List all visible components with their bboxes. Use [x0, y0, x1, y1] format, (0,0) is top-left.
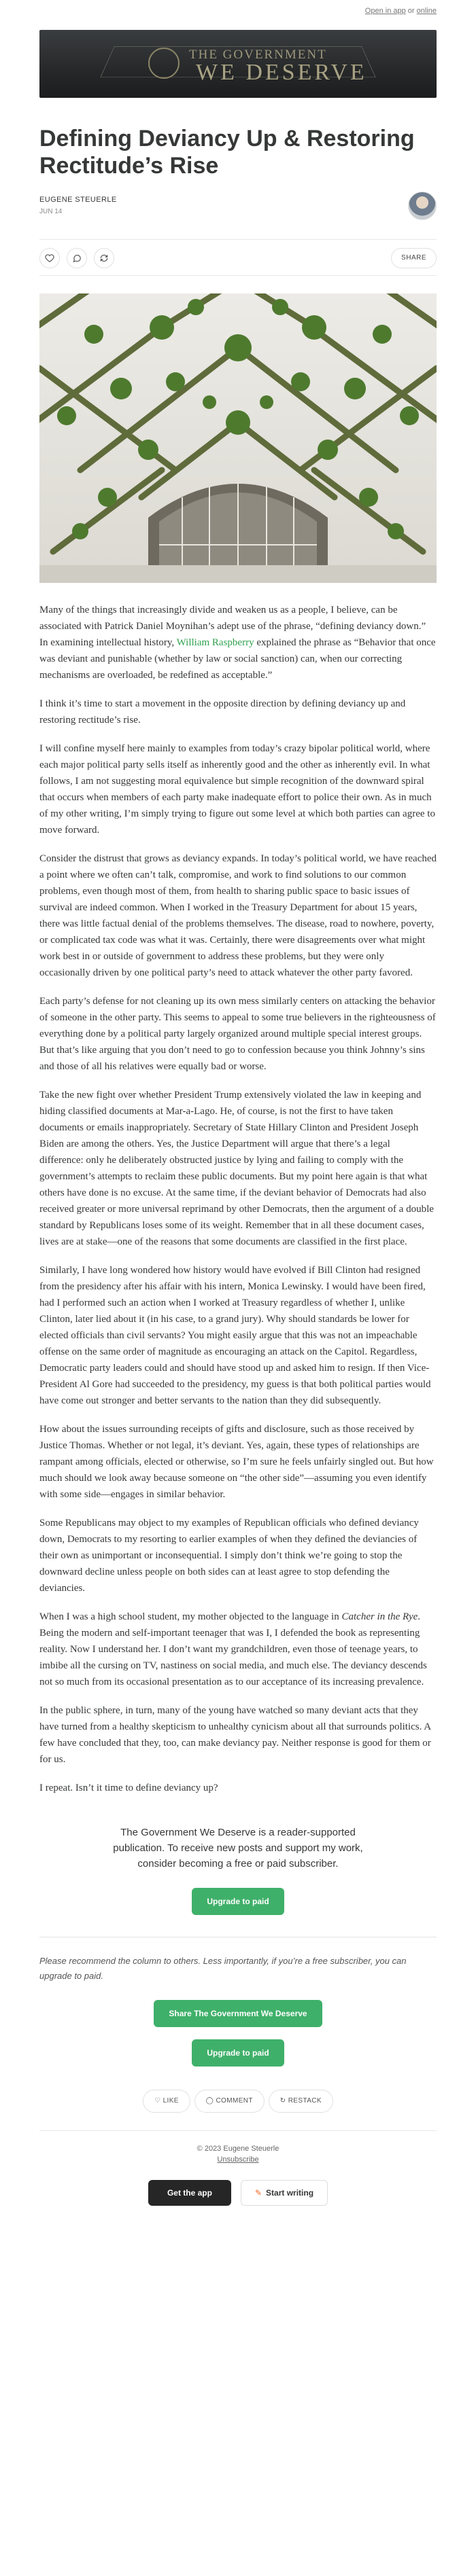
avatar[interactable] — [408, 192, 437, 220]
restack-icon: ↻ — [279, 2097, 286, 2105]
paragraph: Take the new fight over whether President Trump extensively violated the law in keeping and hiding classified documents at Mar-a-Lago. He, of course, is not the first to have taken documents or emails inappropriately. Secretary of State Hillary Clinton and President Joseph Biden are among the others. Yes, the Justice Department will argue that there’s a legal difference: only he deliberately obstructed justice by lying and failing to comply with the government’s attempts to reclaim these public documents. But my point here again is that what others have done is no excuse. At the same time, if the deviant behavior of Democrats had also received greater or more universal reprimand by other Democrats, then the argument of a double standard by Republicans loses some of its weight. Remember that in all these document cases, lives are at stake—one of the reasons that some documents are classified in the first place. — [39, 1090, 434, 1247]
paragraph: Consider the distrust that grows as deviancy expands. In today’s political world, we have reached a point where we often can’t talk, compromise, and work to find solutions to our common problems, even though most of them, from health to sharing public space to basic issues of survival are indeed common. When I worked in the Treasury Department for about 15 years, there was little factual denial of the problems themselves. The disease, road to nowhere, poverty, or complicated tax code was what it was. Certainly, there were disagreements over what might work best in or outside of government to address these problems, but they were only occasionally driven by one political party’s need to attack whatever the other party favored. — [39, 853, 437, 978]
paragraph: Many of the things that increasingly divide and weaken us as a people, I believe, can be associated with Patrick Daniel Moynihan’s adept use of the phrase, “defining deviancy down.” In examining intellectual history, William Raspberry explained the phrase as “Behavior that once was deviant and punishable (whether by law or social sanction) can, when our correcting mechanisms are overloaded, be redefined as acceptable.” — [39, 605, 436, 681]
espalier-wall-image — [39, 293, 437, 583]
seal-icon — [148, 48, 180, 79]
paragraph: How about the issues surrounding receipts of gifts and disclosure, such as those received by Justice Thomas. Whether or not legal, it’s deviant. Yes, again, these types of relationships are rampant among officials, elected or otherwise, so I’m sure he feels unfairly singled out. But how much should we look away because someone on “the other side”—assuming you even identify with some side—engages in similar behavior. — [39, 1424, 434, 1500]
paragraph: Some Republicans may object to my examples of Republican officials who defined deviancy down, Democrats to my resorting to earlier examples of when they defined the deviancies of their own as unimportant or inconsequential. I simply don’t think we’re going to stop the downward decline unless people on both sides can at least agree to stop defending the deviancies. — [39, 1518, 419, 1594]
bottom-actions — [143, 2090, 333, 2113]
unsubscribe-link[interactable]: Unsubscribe — [217, 2155, 259, 2164]
recommend-text: Please recommend the column to others. Less importantly, if you’re a free subscriber, you can upgrade to paid. — [39, 1956, 407, 1981]
comment-icon — [72, 253, 82, 263]
paragraph: I repeat. Isn’t it time to define deviancy up? — [39, 1783, 218, 1793]
subscribe-box — [39, 1825, 437, 1915]
paragraph: Each party’s defense for not cleaning up its own mess similarly centers on attacking the behavior of someone in the other party. This seems to appeal to some true believers in the righteousness of everything done by a political party largely organized around multiple special interest groups. But that’s like arguing that you don’t need to go to confession because you think Johnny’s sins and those of all his relatives were equally bad or worse. — [39, 996, 436, 1072]
heart-icon — [45, 253, 54, 263]
paragraph: In the public sphere, in turn, many of the young have watched so many deviant acts that they have turned from a healthy skepticism to unhealthy cynicism about all that surrounds politics. A few have concluded that they, too, can make deviancy pay. Neither response is good for them or for us. — [39, 1705, 431, 1765]
paragraph: Similarly, I have long wondered how history would have evolved if Bill Clinton had resigned from the presidency after his affair with his intern, Monica Lewinsky. I would have been fired, had I performed such an action when I worked at Treasury regardless of whether I, unlike Clinton, later lied about it (in his case, to a grand jury). Why should standards be lower for elected officials than civil servants? You might easily argue that this was not an impeachable offense on the same order of magnitude as encouraging an attack on the Capitol. Regardless, Democratic party leaders could and should have stood up and asked him to resign. If then Vice-President Al Gore had succeeded to the presidency, my guess is that both political parties would have come out stronger and better servants to the nation than they did subsequently. — [39, 1265, 431, 1406]
banner-line1: THE GOVERNMENT — [189, 48, 327, 62]
comment-icon: ◯ — [205, 2097, 214, 2105]
subscribe-text: The Government We Deserve is a reader-supported publication. To receive new posts and support my work, consider becoming a free or paid subscriber. — [113, 1827, 363, 1870]
topbar — [0, 0, 476, 20]
post-actions-bar — [39, 239, 437, 276]
paragraph: When I was a high school student, my mother objected to the language in Catcher in the Rye. Being the modern and self-important teenager that was I, I defended the book as representing reality. Now I understand her. I don’t want my grandchildren, even those of teenage years, to imbibe all the cursing on TV, nastiness on social media, and much else. The deviancy descends not so much from its occasional presentation as to our acceptance of its increasing prevalence. — [39, 1611, 427, 1687]
share-button[interactable]: SHARE — [391, 248, 437, 268]
share-publication-button[interactable]: Share The Government We Deserve — [154, 2000, 322, 2027]
like-button[interactable] — [39, 248, 60, 268]
article-body — [39, 602, 437, 1796]
footer — [39, 2130, 437, 2206]
byline — [39, 196, 437, 226]
restack-button[interactable] — [94, 248, 114, 268]
start-writing-button[interactable]: ✎ Start writing — [241, 2180, 328, 2206]
pen-icon: ✎ — [254, 2188, 262, 2198]
comment-pill-button[interactable]: ◯ COMMENT — [194, 2090, 265, 2113]
topbar-or: or — [407, 7, 415, 15]
upgrade-to-paid-button[interactable]: Upgrade to paid — [192, 1888, 284, 1915]
restack-pill-button[interactable]: ↻ RESTACK — [269, 2090, 333, 2113]
raspberry-link[interactable]: William Raspberry — [176, 637, 254, 648]
paragraph: I think it’s time to start a movement in the opposite direction by defining deviancy up and restoring rectitude’s rise. — [39, 698, 406, 726]
upgrade-to-paid-button-2[interactable]: Upgrade to paid — [192, 2039, 284, 2067]
banner-line2: WE DESERVE — [196, 60, 367, 85]
heart-icon: ♡ — [154, 2097, 161, 2105]
restack-icon — [99, 253, 109, 263]
author-name[interactable]: EUGENE STEUERLE — [39, 196, 117, 204]
hero-image — [39, 293, 437, 583]
publication-banner[interactable] — [39, 30, 437, 98]
copyright: © 2023 Eugene Steuerle — [197, 2145, 279, 2153]
paragraph: I will confine myself here mainly to examples from today’s crazy bipolar political world, where each major political party sells itself as inherently good and the other as inherently evil. In what follows, I am not suggesting moral equivalence but simple recognition of the downward spiral that occurs when members of each party make inadequate effort to police their own. As in much of my other writing, I’m simply trying to figure out some level at which both parties can agree to move forward. — [39, 743, 435, 836]
online-link[interactable]: online — [416, 7, 437, 15]
like-pill-button[interactable]: ♡ LIKE — [143, 2090, 190, 2113]
post-title[interactable]: Defining Deviancy Up & Restoring Rectitude’s Rise — [39, 126, 415, 179]
comment-button[interactable] — [67, 248, 87, 268]
open-in-app-link[interactable]: Open in app — [364, 7, 406, 15]
post-date: JUN 14 — [39, 208, 63, 215]
get-the-app-button[interactable]: Get the app — [148, 2180, 231, 2206]
